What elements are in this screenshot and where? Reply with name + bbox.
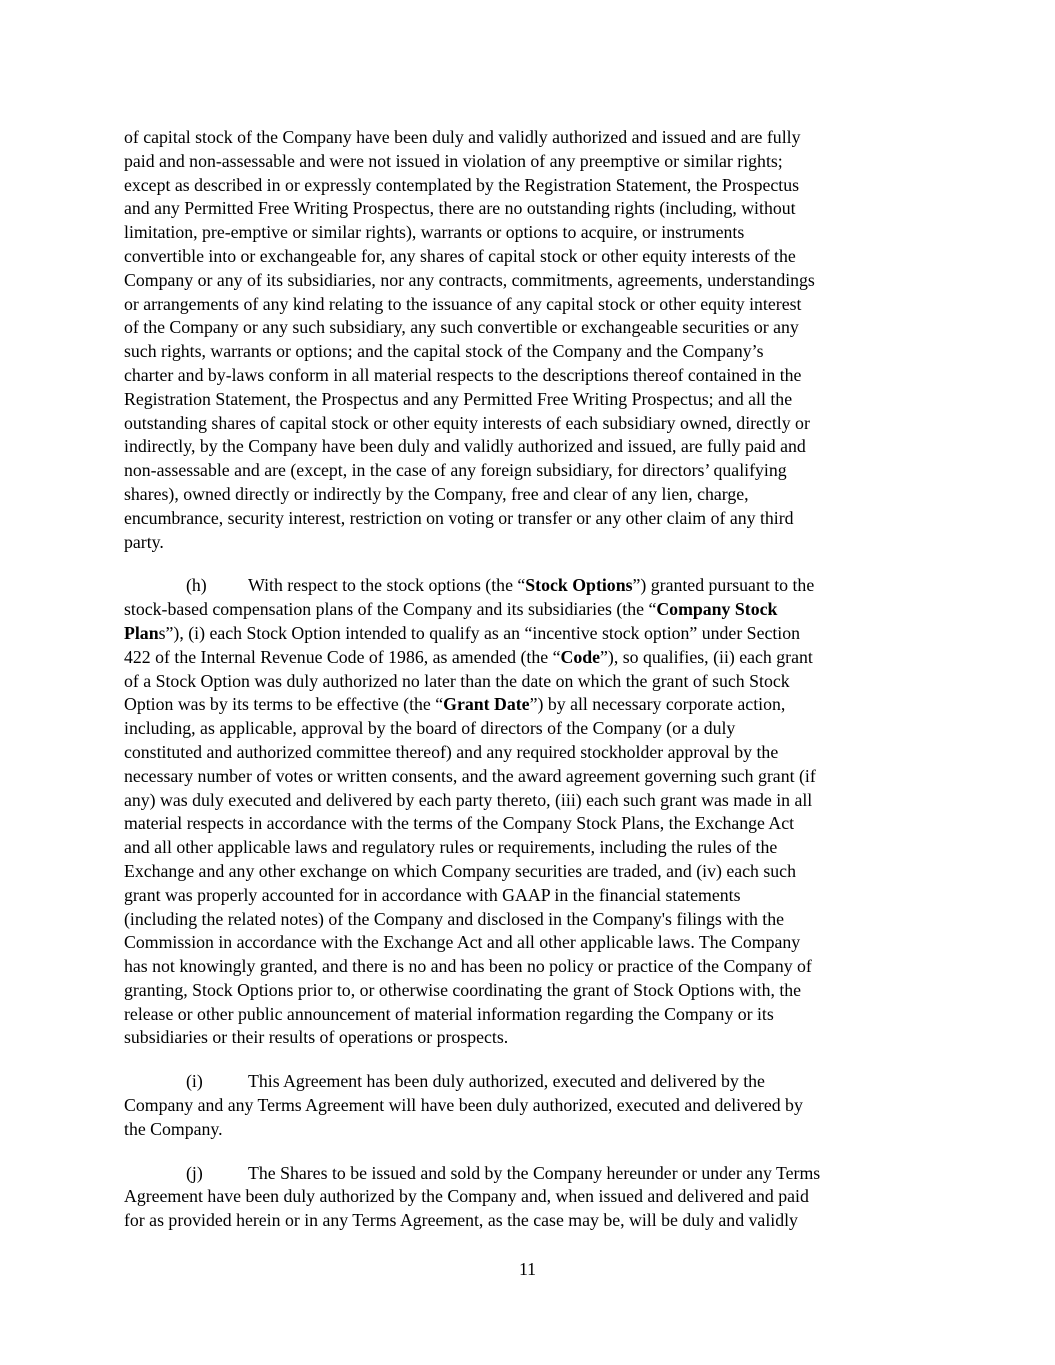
text-run: ”) by all necessary corporate action, [529,694,786,715]
text-run: This Agreement has been duly authorized, executed and delivered by the [248,1071,765,1092]
text-line: of the Company or any such subsidiary, any such convertible or exchangeable securities or any [124,317,799,338]
text-line: any) was duly executed and delivered by each party thereto, (iii) each such grant was made in all [124,789,813,810]
text-line [124,574,936,598]
text-line: (including the related notes) of the Company and disclosed in the Company's filings with the [124,908,784,929]
body-text [124,126,936,1233]
text-line: granting, Stock Options prior to, or otherwise coordinating the grant of Stock Options with, the [124,979,802,1000]
defined-term: Stock Options [525,575,633,596]
text-line [124,693,936,717]
text-run: s”), (i) each Stock Option intended to qualify as an “incentive stock option” under Section [158,622,801,643]
defined-term: Code [560,646,600,667]
text-line: necessary number of votes or written consents, and the award agreement governing such grant (if [124,765,816,786]
defined-term: Company Stock [656,599,778,620]
section-label: (i) [186,1071,203,1092]
text-line: release or other public announcement of material information regarding the Company or its [124,1003,774,1024]
text-line [124,1070,936,1094]
section-label: (h) [186,575,207,596]
text-line: except as described in or expressly contemplated by the Registration Statement, the Prospectus [124,174,800,195]
text-line: for as provided herein or in any Terms Agreement, as the case may be, will be duly and validly [124,1210,798,1231]
text-line: shares), owned directly or indirectly by the Company, free and clear of any lien, charge, [124,483,749,504]
text-line: or arrangements of any kind relating to the issuance of any capital stock or other equity interest [124,293,802,314]
text-run: With respect to the stock options (the “ [248,575,526,596]
text-line: of capital stock of the Company have been duly and validly authorized and issued and are fully [124,127,801,147]
text-line: constituted and authorized committee thereof) and any required stockholder approval by the [124,741,779,762]
text-line: outstanding shares of capital stock or other equity interests of each subsidiary owned, directly or [124,412,810,433]
text-line: grant was properly accounted for in accordance with GAAP in the financial statements [124,884,741,905]
text-line: convertible into or exchangeable for, any shares of capital stock or other equity interests of the [124,245,796,266]
text-line: charter and by-laws conform in all material respects to the descriptions thereof contained in the [124,364,802,385]
continued-paragraph [124,126,936,554]
text-line: Exchange and any other exchange on which Company securities are traded, and (iv) each such [124,860,796,881]
text-line: has not knowingly granted, and there is no and has been no policy or practice of the Company of [124,956,812,977]
text-line: party. [124,531,164,552]
text-line: material respects in accordance with the terms of the Company Stock Plans, the Exchange Act [124,813,795,834]
text-line: Registration Statement, the Prospectus and any Permitted Free Writing Prospectus; and all the [124,388,793,409]
page-number: 11 [518,1259,537,1279]
text-line: non-assessable and are (except, in the case of any foreign subsidiary, for directors’ qualifying [124,460,787,481]
text-run: ”), so qualifies, (ii) each grant [600,646,813,667]
text-line: the Company. [124,1118,223,1139]
section-j [124,1162,936,1233]
text-run: stock-based compensation plans of the Company and its subsidiaries (the “ [124,599,657,620]
text-line: subsidiaries or their results of operations or prospects. [124,1027,509,1048]
text-run: ”) granted pursuant to the [632,575,815,596]
text-line: including, as applicable, approval by the board of directors of the Company (or a duly [124,718,736,739]
text-line: indirectly, by the Company have been duly and validly authorized and issued, are fully paid and [124,436,806,457]
text-line: Agreement have been duly authorized by the Company and, when issued and delivered and paid [124,1186,809,1207]
text-line: such rights, warrants or options; and the capital stock of the Company and the Company’s [124,341,764,362]
text-line [124,622,936,646]
text-line: of a Stock Option was duly authorized no later than the date on which the grant of such Stock [124,670,790,691]
text-line: Company or any of its subsidiaries, nor any contracts, commitments, agreements, understandings [124,269,815,290]
defined-term: Grant Date [443,694,530,715]
text-line [124,1162,936,1186]
text-line: Company and any Terms Agreement will have been duly authorized, executed and delivered by [124,1095,803,1116]
section-h [124,574,936,1050]
text-line: limitation, pre-emptive or similar rights), warrants or options to acquire, or instruments [124,222,745,243]
text-run: Option was by its terms to be effective (the “ [124,694,444,715]
text-line: Commission in accordance with the Exchange Act and all other applicable laws. The Company [124,932,801,953]
text-line: and all other applicable laws and regulatory rules or requirements, including the rules of the [124,837,778,858]
text-run: The Shares to be issued and sold by the Company hereunder or under any Terms [248,1162,821,1183]
section-label: (j) [186,1162,203,1183]
text-run: 422 of the Internal Revenue Code of 1986, as amended (the “ [124,646,561,667]
text-line [124,646,936,670]
section-i [124,1070,936,1141]
defined-term: Plan [124,622,159,643]
text-line: encumbrance, security interest, restriction on voting or transfer or any other claim of any third [124,507,794,528]
text-line: and any Permitted Free Writing Prospectus, there are no outstanding rights (including, without [124,198,796,219]
text-line: paid and non-assessable and were not issued in violation of any preemptive or similar rights; [124,150,783,171]
text-line [124,598,936,622]
